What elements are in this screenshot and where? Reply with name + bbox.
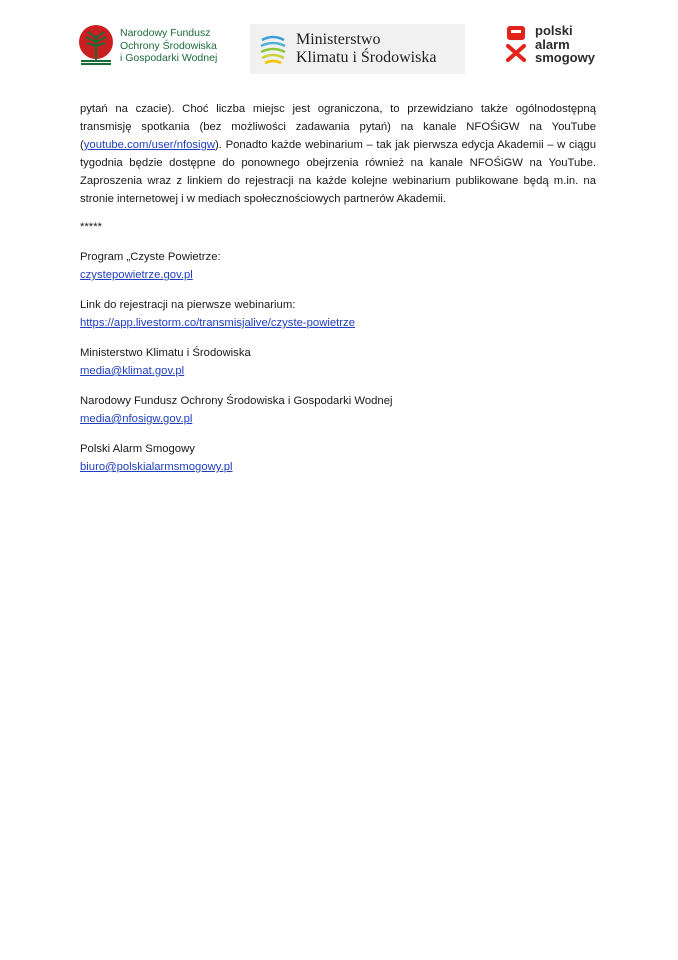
psa-emblem-icon: [505, 24, 527, 64]
contact-ministry: [80, 344, 596, 380]
ministry-logo: [250, 24, 465, 74]
document-body: [80, 100, 596, 476]
youtube-link[interactable]: youtube.com/user/nfosigw: [83, 139, 216, 151]
contact-czyste-powietrze: [80, 248, 596, 284]
contact-label: Ministerstwo Klimatu i Środowiska: [80, 347, 251, 359]
contact-link[interactable]: media@klimat.gov.pl: [80, 365, 185, 377]
paragraph-webinar-info: [80, 100, 596, 208]
page-header: [0, 0, 678, 100]
contact-label: Narodowy Fundusz Ochrony Środowiska i Gospodarki Wodnej: [80, 395, 393, 407]
nfosigw-name: Narodowy Fundusz Ochrony Środowiska i Gospodarki Wodnej: [120, 27, 218, 65]
contact-link[interactable]: https://app.livestorm.co/transmisjalive/czyste-powietrze: [80, 317, 355, 329]
nfosigw-logo: [78, 24, 217, 68]
contact-link[interactable]: biuro@polskialarmsmogowy.pl: [80, 461, 233, 473]
contact-psa: [80, 440, 596, 476]
contact-link[interactable]: media@nfosigw.gov.pl: [80, 413, 193, 425]
paragraph-text-start: pytań na czacie). Choć liczba miejsc jest ograniczona, to przewidziano także ogólnodostępną transmisję spotkania (bez możliwości zadawania pytań) na kanale NFOŚiGW na YouTube (: [80, 103, 596, 151]
contact-link[interactable]: czystepowietrze.gov.pl: [80, 269, 193, 281]
separator-stars: *****: [80, 221, 102, 233]
contact-label: Link do rejestracji na pierwsze webinarium:: [80, 299, 296, 311]
psa-logo: [505, 24, 595, 65]
ministry-emblem-icon: [258, 32, 288, 66]
contact-nfosigw: [80, 392, 596, 428]
contact-label: Polski Alarm Smogowy: [80, 443, 195, 455]
paragraph-text-end: ). Ponadto każde webinarium – tak jak pierwsza edycja Akademii – w ciągu tygodnia będzie dostępne do ponownego obejrzenia również na kanale NFOŚiGW na YouTube. Zaproszenia wraz z linkiem do rejestracji na każde kolejne webinarium publikowane będą m.in. na stronie internetowej i w mediach społecznościowych partnerów Akademii.: [80, 139, 596, 205]
contact-registration: [80, 296, 596, 332]
ministry-name: Ministerstwo Klimatu i Środowiska: [296, 31, 437, 66]
psa-name: polski alarm smogowy: [535, 23, 595, 65]
contact-label: Program „Czyste Powietrze:: [80, 251, 221, 263]
nfosigw-emblem-icon: [78, 24, 114, 68]
